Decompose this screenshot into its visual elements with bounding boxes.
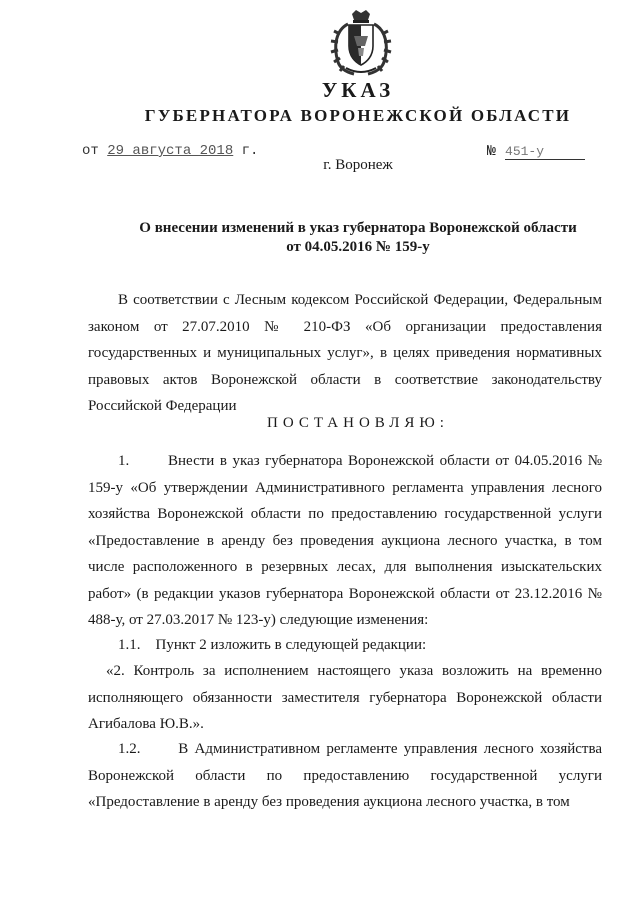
decree-heading	[0, 219, 640, 257]
decree-word: ПОСТАНОВЛЯЮ:	[267, 415, 449, 431]
heading-line-2: от 04.05.2016 № 159-у	[286, 239, 430, 255]
quote-paragraph	[88, 658, 602, 738]
city-name: г. Воронеж	[323, 157, 393, 173]
item-1-2-text: В Административном регламенте управления лесного хозяйства Воронежской области по предоставлению государственной услуги «Предоставление в аренду без проведения аукциона лесного участка, в том	[88, 741, 603, 810]
item-1-text: Внести в указ губернатора Воронежской области от 04.05.2016 № 159-у «Об утверждении Административного регламента управления лесного хозяйства Воронежской области по предоставлению государственной услуги «Предоставление в аренду без проведения аукциона лесного участка, в том числе расположенного в резервных лесах, для выполнения изыскательских работ» (в редакции указов губернатора Воронежской области от 23.12.2016 № 488-у, от 27.03.2017 № 123-у) следующие изменения:	[88, 453, 602, 628]
date-suffix: г.	[241, 143, 259, 159]
item-1-1-paragraph	[88, 632, 602, 659]
item-1-1-text: Пункт 2 изложить в следующей редакции:	[155, 637, 427, 653]
document-subtitle: ГУБЕРНАТОРА ВОРОНЕЖСКОЙ ОБЛАСТИ	[144, 106, 572, 125]
item-1-number: 1.	[118, 453, 130, 469]
heading-line-1: О внесении изменений в указ губернатора Воронежской области	[139, 220, 577, 236]
number-value: 451-у	[505, 144, 585, 160]
number-prefix: №	[487, 143, 497, 160]
document-title: УКАЗ	[321, 78, 395, 102]
date-prefix: от	[82, 143, 99, 159]
quote-text: «2. Контроль за исполнением настоящего указа возложить на временно исполняющего обязанности заместителя губернатора Воронежской области Агибалова Ю.В.».	[88, 663, 602, 732]
item-1-2-paragraph	[88, 736, 602, 816]
preamble-text: В соответствии с Лесным кодексом Российской Федерации, Федеральным законом от 27.07.2010 № 210-ФЗ «Об организации предоставления государственных и муниципальных услуг», в целях приведения нормативных правовых актов Воронежской области в соответствие законодательству Российской Федерации	[88, 292, 602, 414]
preamble-paragraph	[88, 287, 602, 420]
coat-of-arms-icon	[330, 10, 392, 76]
item-1-paragraph	[88, 448, 602, 634]
item-1-2-number: 1.2.	[118, 741, 141, 757]
date-value: 29 августа 2018	[107, 143, 234, 159]
item-1-1-number: 1.1.	[118, 637, 141, 653]
